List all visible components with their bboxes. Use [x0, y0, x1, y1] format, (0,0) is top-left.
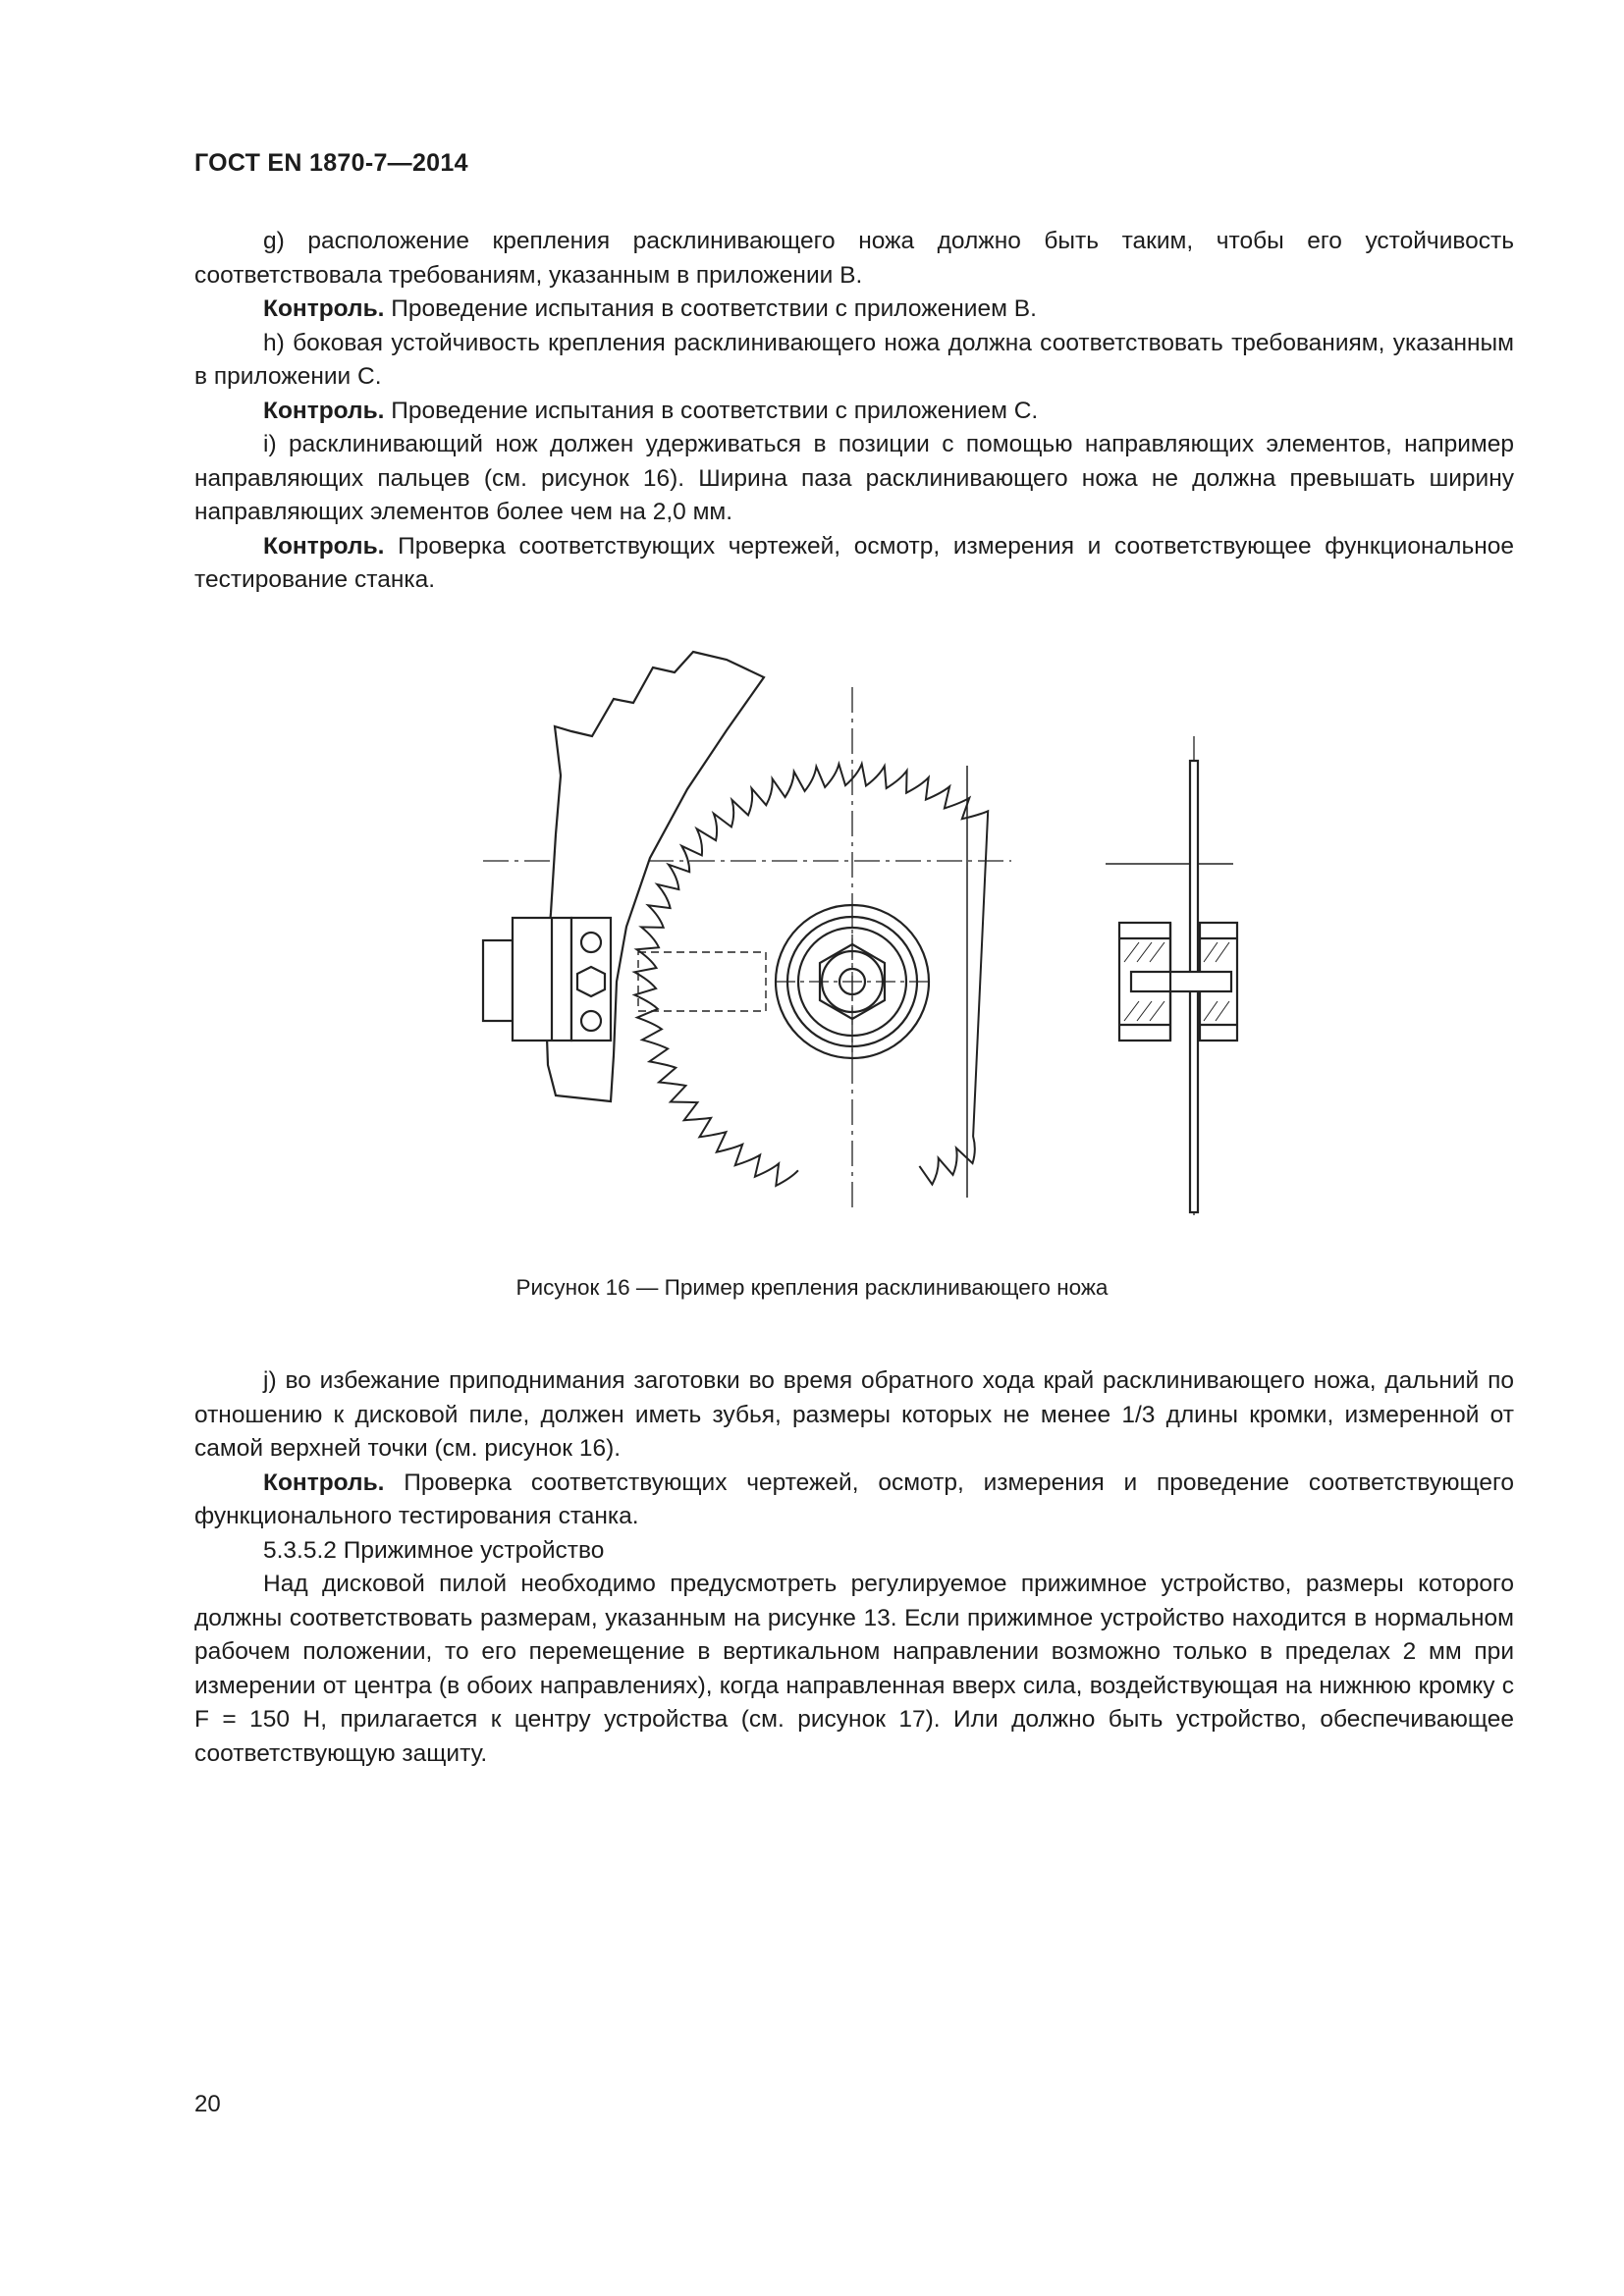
figure-16-drawing — [0, 628, 1624, 1237]
guide-slot-dashed — [638, 952, 766, 1011]
control-paragraph: Контроль. Проверка соответствующих чертежей, осмотр, измерения и проведение соответствующего функционального тестирования станка. — [194, 1468, 1514, 1529]
subsection-heading: 5.3.5.2 Прижимное устройство — [263, 1536, 605, 1564]
paragraph-hold-down: Над дисковой пилой необходимо предусмотреть регулируемое прижимное устройство, размеры которого должны соответствовать размерам, указанным на рисунке 13. Если прижимное устройство находится в нормальном рабочем положении, то его перемещение в вертикальном направлении возможно только в пределах 2 мм при измерении от центра (в обоих направлениях), когда направленная вверх сила, воздействующая на нижнюю кромку с F = 150 Н, прилагается к центру устройства (см. рисунок 17). Или должно быть устройство, обеспечивающее соответствующую защиту. — [194, 1571, 1514, 1767]
paragraph-h: h) боковая устойчивость крепления расклинивающего ножа должна соответствовать требованиям, указанным в приложении С. — [194, 329, 1514, 390]
figure-caption: Рисунок 16 — Пример крепления расклинивающего ножа — [515, 1275, 1109, 1300]
control-paragraph: Контроль. Проведение испытания в соответствии с приложением В. — [263, 295, 1037, 322]
page-number: 20 — [194, 2091, 221, 2117]
control-paragraph: Контроль. Проведение испытания в соответствии с приложением С. — [263, 397, 1039, 424]
text-section-2 — [194, 1364, 1514, 1771]
paragraph-j: j) во избежание приподнимания заготовки во время обратного хода край расклинивающего ножа, дальний по отношению к дисковой пиле, должен иметь зубья, размеры которых не менее 1/3 длины кромки, измеренной от самой верхней точки (см. рисунок 16). — [194, 1367, 1514, 1462]
document-header: ГОСТ EN 1870-7—2014 — [194, 149, 468, 177]
paragraph-i: i) расклинивающий нож должен удерживаться в позиции с помощью направляющих элементов, например направляющих пальцев (см. рисунок 16). Ширина паза расклинивающего ножа не должна превышать ширину направляющих элементов более чем на 2,0 мм. — [194, 431, 1514, 525]
clamp-plate — [483, 940, 513, 1021]
saw-blade-teeth — [634, 764, 988, 1186]
riving-knife-drawing — [0, 628, 1624, 1237]
bolt-section — [1131, 972, 1231, 991]
control-paragraph: Контроль. Проверка соответствующих чертежей, осмотр, измерения и соответствующее функциональное тестирование станка. — [194, 532, 1514, 593]
text-section-1 — [194, 225, 1514, 598]
paragraph-g: g) расположение крепления расклинивающего ножа должно быть таким, чтобы его устойчивость соответствовала требованиям, указанным в приложении В. — [194, 228, 1514, 289]
clamp-block — [513, 918, 571, 1041]
